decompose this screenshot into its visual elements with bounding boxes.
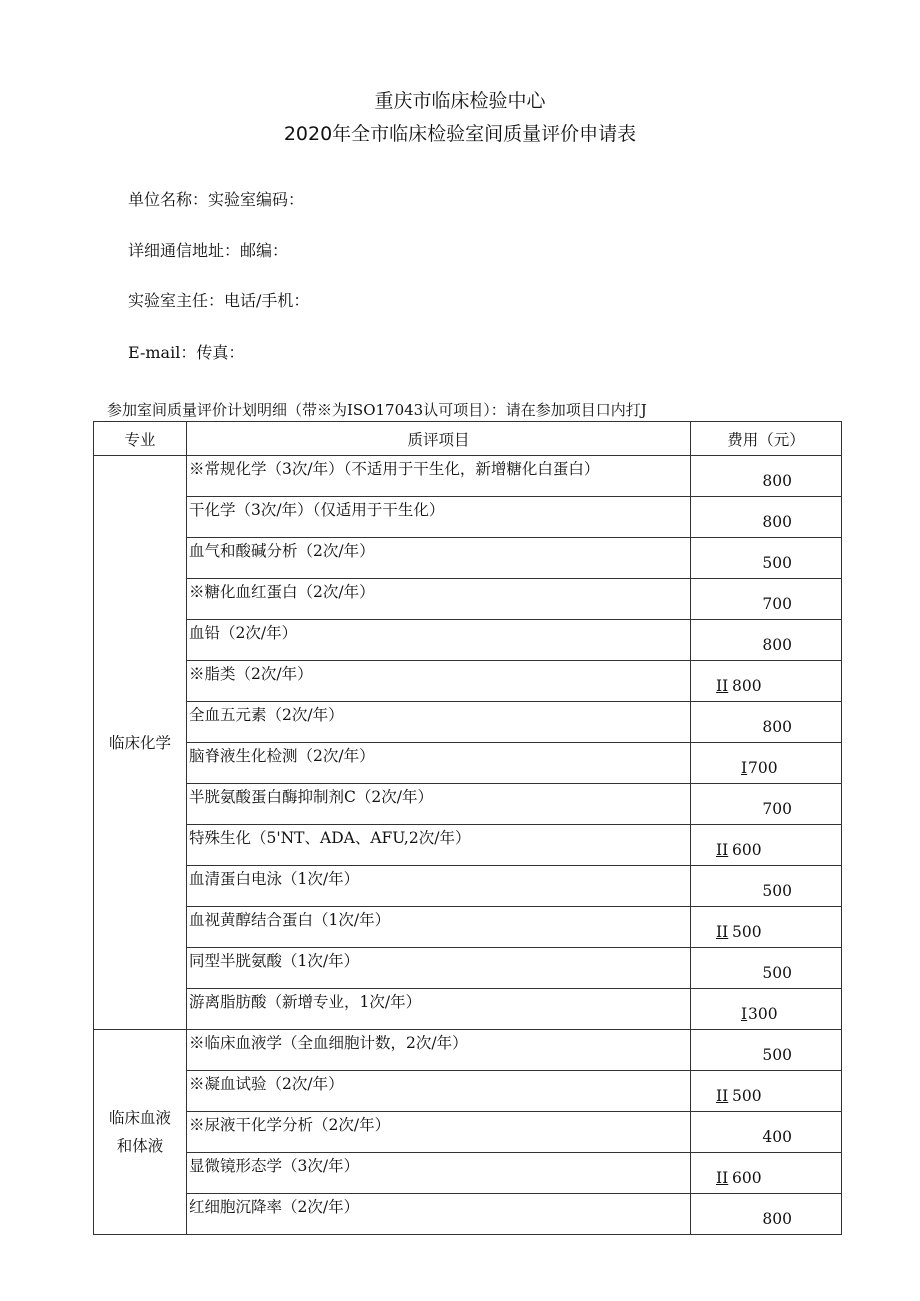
item-cell <box>187 948 691 989</box>
fee-cell <box>691 989 842 1030</box>
fee-value: 500 <box>762 964 792 982</box>
checkbox-mark[interactable]: II <box>716 1169 729 1187</box>
item-cell <box>187 866 691 907</box>
fee-value: 800 <box>762 636 792 654</box>
item-cell <box>187 702 691 743</box>
checkbox-mark[interactable]: II <box>716 1087 729 1105</box>
field-address: 详细通信地址：邮编： <box>128 241 289 260</box>
field-email: E-mail：传真： <box>128 343 245 362</box>
item-label: ※常规化学（3次/年）（不适用于干生化，新增糖化白蛋白） <box>189 460 600 478</box>
fee-value: 500 <box>732 1087 762 1105</box>
item-cell <box>187 579 691 620</box>
item-cell <box>187 661 691 702</box>
table-row <box>94 948 842 989</box>
fee-value: 600 <box>732 841 762 859</box>
table-row <box>94 579 842 620</box>
item-label: 脑脊液生化检测（2次/年） <box>189 747 375 765</box>
table-row <box>94 456 842 497</box>
fee-value: 800 <box>762 1210 792 1228</box>
fee-value: 500 <box>762 554 792 572</box>
fee-value: 700 <box>762 595 792 613</box>
table-row <box>94 661 842 702</box>
fee-value: 400 <box>762 1128 792 1146</box>
item-label: ※凝血试验（2次/年） <box>189 1075 344 1093</box>
item-label: 血铅（2次/年） <box>189 624 298 642</box>
fee-value: 700 <box>748 759 778 777</box>
item-cell <box>187 825 691 866</box>
item-cell <box>187 1194 691 1235</box>
item-label: ※尿液干化学分析（2次/年） <box>189 1116 391 1134</box>
item-label: ※临床血液学（全血细胞计数，2次/年） <box>189 1034 468 1052</box>
fee-cell <box>691 866 842 907</box>
fee-cell <box>691 1194 842 1235</box>
table-row <box>94 702 842 743</box>
item-cell <box>187 1071 691 1112</box>
item-cell <box>187 743 691 784</box>
checkbox-mark[interactable]: I <box>741 1005 748 1023</box>
item-label: 血清蛋白电泳（1次/年） <box>189 870 360 888</box>
header-fee: 费用（元） <box>691 422 842 456</box>
fee-value: 500 <box>732 923 762 941</box>
item-cell <box>187 620 691 661</box>
fee-cell <box>691 579 842 620</box>
table-row <box>94 907 842 948</box>
item-label: 红细胞沉降率（2次/年） <box>189 1198 360 1216</box>
participation-note: 参加室间质量评价计划明细（带※为ISO17043认可项目）：请在参加项目口内打J <box>107 401 647 419</box>
fee-value: 500 <box>762 882 792 900</box>
table-row <box>94 1112 842 1153</box>
checkbox-mark[interactable]: II <box>716 677 729 695</box>
fee-value: 300 <box>748 1005 778 1023</box>
specialty-cell: 临床血液和体液 <box>94 1030 187 1235</box>
item-label: 同型半胱氨酸（1次/年） <box>189 952 360 970</box>
fee-cell <box>691 1153 842 1194</box>
item-label: ※糖化血红蛋白（2次/年） <box>189 583 375 601</box>
item-cell <box>187 497 691 538</box>
item-cell <box>187 989 691 1030</box>
field-lab-director: 实验室主任：电话/手机： <box>128 291 310 310</box>
fee-cell <box>691 538 842 579</box>
item-label: 显微镜形态学（3次/年） <box>189 1157 360 1175</box>
fee-cell <box>691 907 842 948</box>
item-cell <box>187 538 691 579</box>
fee-value: 500 <box>762 1046 792 1064</box>
item-cell <box>187 456 691 497</box>
checkbox-mark[interactable]: II <box>716 841 729 859</box>
item-cell <box>187 784 691 825</box>
form-title: 2020年全市临床检验室间质量评价申请表 <box>283 123 637 145</box>
item-label: 血视黄醇结合蛋白（1次/年） <box>189 911 391 929</box>
item-cell <box>187 907 691 948</box>
item-label: 全血五元素（2次/年） <box>189 706 344 724</box>
table-row <box>94 989 842 1030</box>
fee-value: 600 <box>732 1169 762 1187</box>
fee-cell <box>691 784 842 825</box>
item-label: 干化学（3次/年）（仅适用于干生化） <box>189 501 445 519</box>
fee-cell <box>691 1030 842 1071</box>
fee-cell <box>691 620 842 661</box>
item-label: 半胱氨酸蛋白酶抑制剂C（2次/年） <box>189 788 433 806</box>
header-item: 质评项目 <box>187 422 691 456</box>
checkbox-mark[interactable]: I <box>741 759 748 777</box>
table-header-row <box>94 422 842 456</box>
table-row <box>94 866 842 907</box>
table-row <box>94 784 842 825</box>
fee-cell <box>691 743 842 784</box>
table-row <box>94 1071 842 1112</box>
fee-cell <box>691 702 842 743</box>
item-label: ※脂类（2次/年） <box>189 665 313 683</box>
fee-value: 800 <box>762 513 792 531</box>
fee-value: 800 <box>762 472 792 490</box>
fee-value: 700 <box>762 800 792 818</box>
table-row <box>94 538 842 579</box>
fee-cell <box>691 456 842 497</box>
specialty-cell: 临床化学 <box>94 456 187 1030</box>
fee-value: 800 <box>732 677 762 695</box>
fee-cell <box>691 1071 842 1112</box>
eqa-items-table <box>93 421 842 1235</box>
header-specialty: 专业 <box>94 422 187 456</box>
fee-cell <box>691 948 842 989</box>
item-cell <box>187 1112 691 1153</box>
table-row <box>94 497 842 538</box>
fee-cell <box>691 825 842 866</box>
item-cell <box>187 1153 691 1194</box>
item-cell <box>187 1030 691 1071</box>
checkbox-mark[interactable]: II <box>716 923 729 941</box>
fee-cell <box>691 497 842 538</box>
item-label: 特殊生化（5'NT、ADA、AFU,2次/年） <box>189 829 471 847</box>
item-label: 游离脂肪酸（新增专业，1次/年） <box>189 993 422 1011</box>
fee-cell <box>691 661 842 702</box>
table-row <box>94 1194 842 1235</box>
fee-cell <box>691 1112 842 1153</box>
item-label: 血气和酸碱分析（2次/年） <box>189 542 375 560</box>
table-row <box>94 1153 842 1194</box>
table-row <box>94 743 842 784</box>
table-row <box>94 620 842 661</box>
table-row <box>94 1030 842 1071</box>
field-unit-name: 单位名称：实验室编码： <box>128 190 305 209</box>
table-row <box>94 825 842 866</box>
center-name: 重庆市临床检验中心 <box>374 90 546 112</box>
fee-value: 800 <box>762 718 792 736</box>
